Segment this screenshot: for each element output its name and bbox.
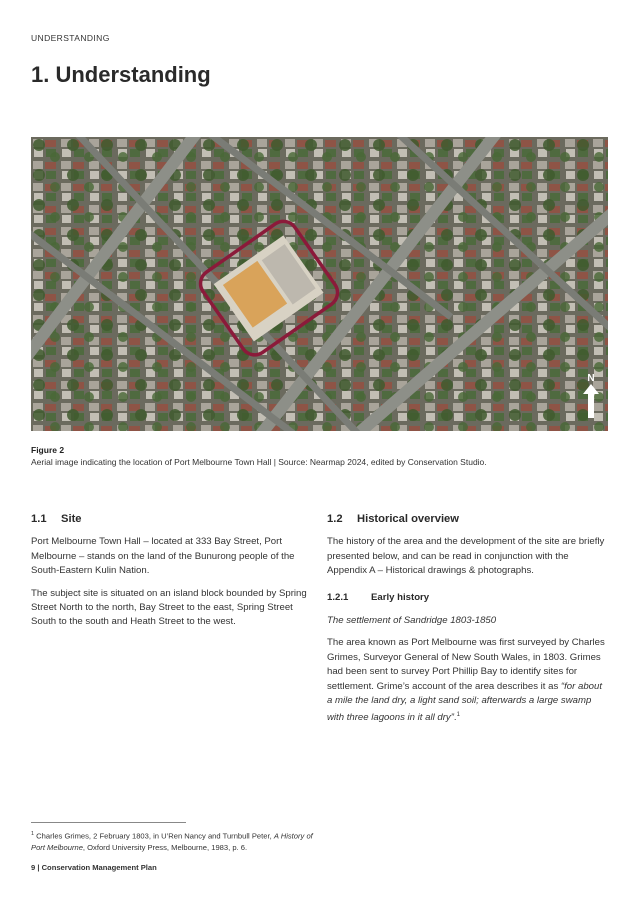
section-history-heading bbox=[327, 512, 607, 526]
paragraph: The subject site is situated on an island block bounded by Spring Street North to the north, Bay Street to the east, Spring Street South to the south and Heath Street to the west. bbox=[31, 587, 307, 628]
section-number: 1.1 bbox=[31, 513, 47, 525]
section-number: 1.2 bbox=[327, 513, 343, 525]
running-header: UNDERSTANDING bbox=[31, 33, 110, 43]
section-site bbox=[31, 512, 311, 638]
footnote-ref[interactable]: 1 bbox=[456, 712, 460, 719]
north-arrow bbox=[583, 373, 599, 418]
north-label: N bbox=[587, 373, 595, 384]
section-title: Historical overview bbox=[357, 513, 459, 525]
page-footer: 9 | Conservation Management Plan bbox=[31, 863, 157, 872]
footnote bbox=[31, 829, 321, 853]
north-arrow-icon bbox=[583, 384, 599, 418]
section-site-heading bbox=[31, 512, 311, 526]
section-title: Site bbox=[61, 513, 82, 525]
subsection-number: 1.2.1 bbox=[327, 591, 349, 603]
aerial-photo-graphic bbox=[31, 137, 608, 431]
paragraph-end: . bbox=[453, 712, 457, 724]
figure-label: Figure 2 bbox=[31, 445, 65, 455]
paragraph: The history of the area and the development of the site are briefly presented below, and can be read in conjunction with the Appendix A – Historical drawings & photographs. bbox=[327, 536, 605, 577]
subsection-heading bbox=[327, 591, 607, 605]
paragraph-text: The area known as Port Melbourne was first surveyed by Charles Grimes, Surveyor General of New South Wales, in 1803. Grimes had been sent to survey Port Phillip Bay to identify sites for settlement. Grime’s account of the area describes it as bbox=[327, 637, 605, 692]
sub-subheading: The settlement of Sandridge 1803-1850 bbox=[327, 615, 497, 627]
footnote-title: A History of Port Melbourne bbox=[31, 831, 313, 852]
quote: “for about a mile the land dry, a light sand soil; afterwards a large swamp with three lagoons in it all dry” bbox=[327, 680, 602, 724]
section-history bbox=[327, 512, 607, 734]
aerial-image bbox=[31, 137, 608, 431]
paragraph: Port Melbourne Town Hall – located at 333 Bay Street, Port Melbourne – stands on the land of the Bunurong people of the South-Eastern Kulin Nation. bbox=[31, 536, 295, 577]
figure-caption: Aerial image indicating the location of Port Melbourne Town Hall | Source: Nearmap 2024, edited by Conservation Studio. bbox=[31, 457, 487, 467]
subsection-title: Early history bbox=[371, 591, 430, 603]
footnote-marker: 1 bbox=[31, 831, 35, 837]
footnote-text: Charles Grimes, 2 February 1803, in U’Ren Nancy and Turnbull Peter, bbox=[34, 831, 274, 841]
paragraph bbox=[327, 636, 607, 726]
footnote-text-end: , Oxford University Press, Melbourne, 1983, p. 6. bbox=[82, 842, 248, 852]
page-title: 1. Understanding bbox=[31, 62, 211, 87]
footnote-divider bbox=[31, 822, 186, 823]
